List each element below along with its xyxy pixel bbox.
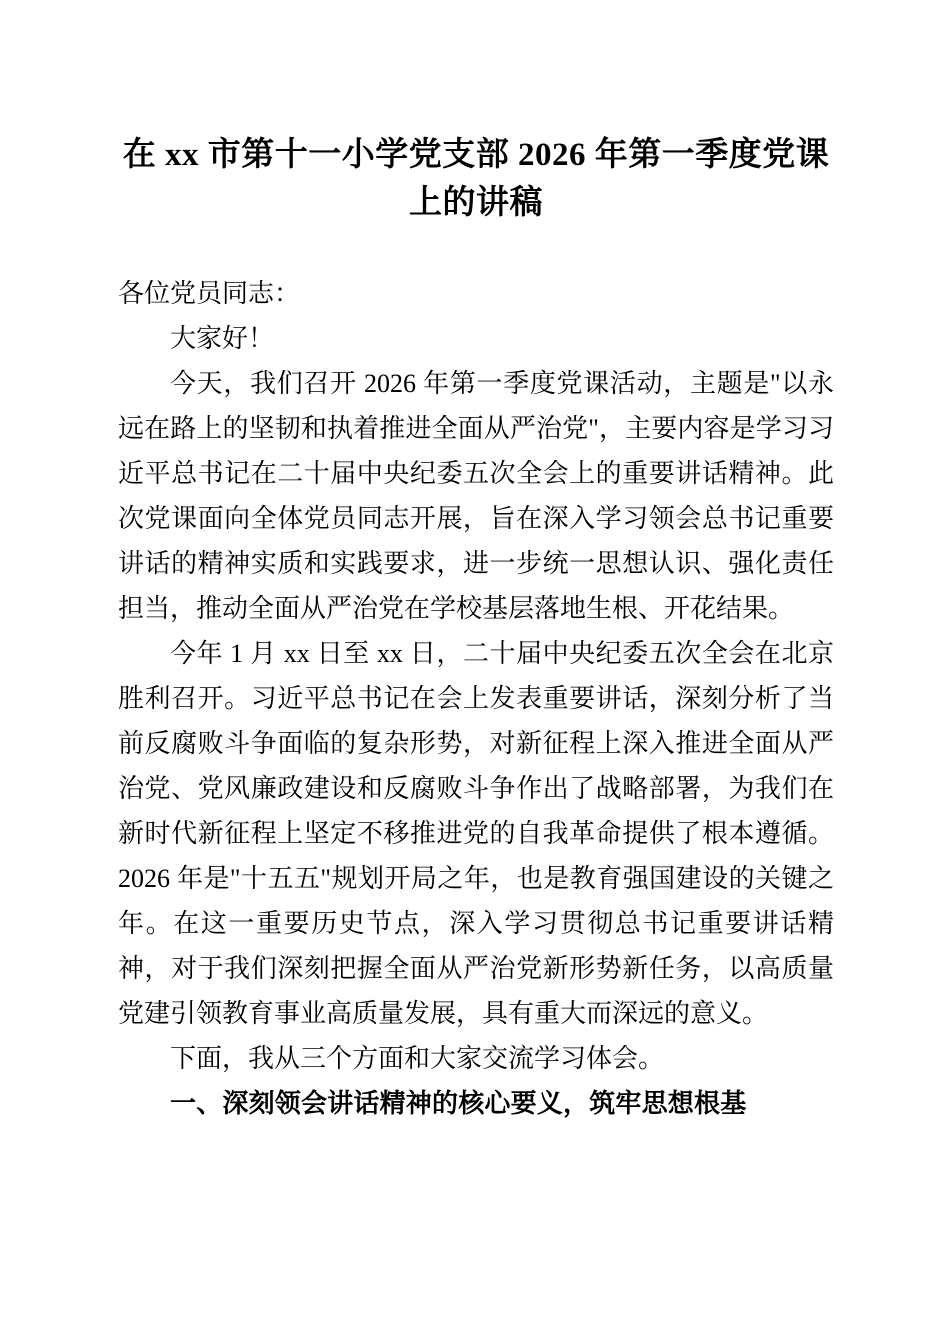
section-heading-1: 一、深刻领会讲话精神的核心要义，筑牢思想根基: [170, 1088, 747, 1118]
salutation-line: 各位党员同志：: [118, 279, 301, 308]
paragraph-intro: 今天，我们召开 2026 年第一季度党课活动，主题是"以永远在路上的坚韧和执着推进全面从严治党"，主要内容是学习习近平总书记在二十届中央纪委五次全会上的重要讲话精神。此次党课面向全体党员同志开展，旨在深入学习领会总书记重要讲话的精神实质和实践要求，进一步统一思想认识、强化责任担当，推动全面从严治党在学校基层落地生根、开花结果。: [118, 369, 834, 623]
document-body: [118, 271, 834, 1126]
paragraph-greeting: 大家好！: [170, 324, 275, 353]
paragraph-background: 今年 1 月 xx 日至 xx 日，二十届中央纪委五次全会在北京胜利召开。习近平总书记在会上发表重要讲话，深刻分析了当前反腐败斗争面临的复杂形势，对新征程上深入推进全面从严治党、党风廉政建设和反腐败斗争作出了战略部署，为我们在新时代新征程上坚定不移推进党的自我革命提供了根本遵循。2026 年是"十五五"规划开局之年，也是教育强国建设的关键之年。在这一重要历史节点，深入学习贯彻总书记重要讲话精神，对于我们深刻把握全面从严治党新形势新任务，以高质量党建引领教育事业高质量发展，具有重大而深远的意义。: [118, 639, 834, 1028]
document-title: 在 xx 市第十一小学党支部 2026 年第一季度党课上的讲稿: [122, 137, 830, 221]
paragraph-transition: 下面，我从三个方面和大家交流学习体会。: [170, 1044, 665, 1073]
